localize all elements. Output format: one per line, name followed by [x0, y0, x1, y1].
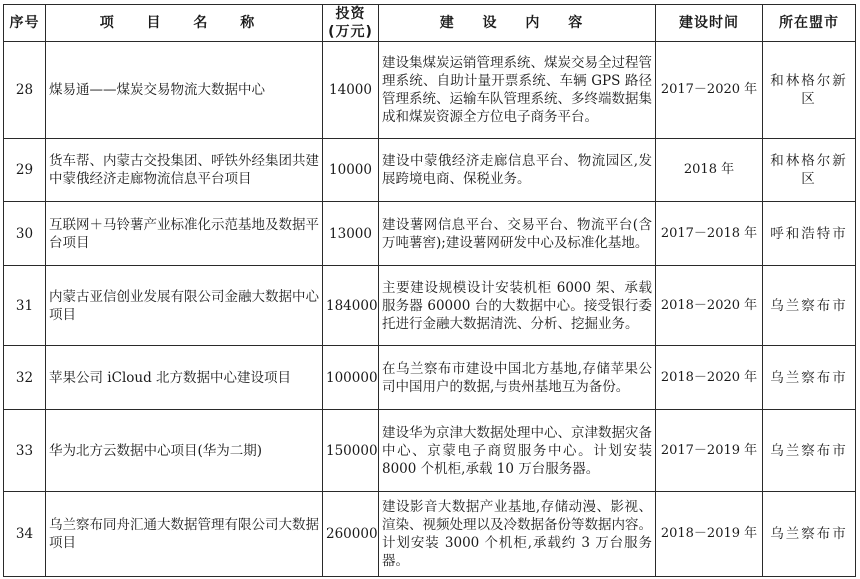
header-project: 项 目 名 称: [46, 5, 323, 42]
header-location: 所在盟市: [763, 5, 856, 42]
project-name: 煤易通——煤炭交易物流大数据中心: [46, 42, 323, 139]
table-row: [4, 266, 856, 346]
location: 乌兰察布市: [763, 266, 856, 346]
location: 和林格尔新区: [763, 42, 856, 139]
row-number: 30: [4, 202, 46, 266]
construction-content: 建设影音大数据产业基地,存储动漫、影视、渲染、视频处理以及冷数据备份等数据内容。计划安装 3000 个机柜,承载约 3 万台服务器。: [379, 492, 656, 577]
project-table-container: [3, 4, 856, 577]
construction-time: 2017－2018 年: [656, 202, 763, 266]
project-name: 苹果公司 iCloud 北方数据中心建设项目: [46, 346, 323, 410]
project-name: 货车帮、内蒙古交投集团、呼铁外经集团共建中蒙俄经济走廊物流信息平台项目: [46, 139, 323, 202]
investment-value: 13000: [323, 202, 379, 266]
location: 乌兰察布市: [763, 410, 856, 492]
row-number: 33: [4, 410, 46, 492]
header-investment: [323, 5, 379, 42]
row-number: 31: [4, 266, 46, 346]
investment-value: 260000: [323, 492, 379, 577]
construction-time: 2018－2019 年: [656, 492, 763, 577]
table-row: [4, 202, 856, 266]
header-investment-line1: 投资: [335, 6, 366, 22]
table-row: [4, 492, 856, 577]
table-row: [4, 346, 856, 410]
project-name: 互联网＋马铃薯产业标准化示范基地及数据平台项目: [46, 202, 323, 266]
construction-content: 主要建设规模设计安装机柜 6000 架、承载服务器 60000 台的大数据中心。接受银行委托进行金融大数据清洗、分析、挖掘业务。: [379, 266, 656, 346]
table-row: [4, 139, 856, 202]
construction-time: 2017－2020 年: [656, 42, 763, 139]
construction-time: 2018－2020 年: [656, 266, 763, 346]
row-number: 34: [4, 492, 46, 577]
investment-value: 150000: [323, 410, 379, 492]
construction-time: 2017－2019 年: [656, 410, 763, 492]
investment-value: 184000: [323, 266, 379, 346]
construction-content: 建设华为京津大数据处理中心、京津数据灾备中心、京蒙电子商贸服务中心。计划安装 8000 个机柜,承载 10 万台服务器。: [379, 410, 656, 492]
header-investment-line2: (万元): [328, 24, 373, 40]
investment-value: 100000: [323, 346, 379, 410]
table-header-row: [4, 5, 856, 42]
location: 和林格尔新区: [763, 139, 856, 202]
project-name: 华为北方云数据中心项目(华为二期): [46, 410, 323, 492]
construction-content: 建设薯网信息平台、交易平台、物流平台(含万吨薯窖);建设薯网研发中心及标准化基地。: [379, 202, 656, 266]
investment-value: 14000: [323, 42, 379, 139]
project-name: 乌兰察布同舟汇通大数据管理有限公司大数据项目: [46, 492, 323, 577]
construction-time: 2018 年: [656, 139, 763, 202]
construction-content: 建设中蒙俄经济走廊信息平台、物流园区,发展跨境电商、保税业务。: [379, 139, 656, 202]
header-seq: 序号: [4, 5, 46, 42]
construction-content: 在乌兰察布市建设中国北方基地,存储苹果公司中国用户的数据,与贵州基地互为备份。: [379, 346, 656, 410]
location: 乌兰察布市: [763, 492, 856, 577]
row-number: 28: [4, 42, 46, 139]
project-name: 内蒙古亚信创业发展有限公司金融大数据中心项目: [46, 266, 323, 346]
project-table: [3, 4, 856, 577]
header-content: 建 设 内 容: [379, 5, 656, 42]
row-number: 29: [4, 139, 46, 202]
investment-value: 10000: [323, 139, 379, 202]
table-row: [4, 410, 856, 492]
construction-time: 2018－2020 年: [656, 346, 763, 410]
header-time: 建设时间: [656, 5, 763, 42]
location: 呼和浩特市: [763, 202, 856, 266]
construction-content: 建设集煤炭运销管理系统、煤炭交易全过程管理系统、自助计量开票系统、车辆 GPS 路径管理系统、运输车队管理系统、多终端数据集成和煤炭资源全方位电子商务平台。: [379, 42, 656, 139]
table-row: [4, 42, 856, 139]
location: 乌兰察布市: [763, 346, 856, 410]
row-number: 32: [4, 346, 46, 410]
